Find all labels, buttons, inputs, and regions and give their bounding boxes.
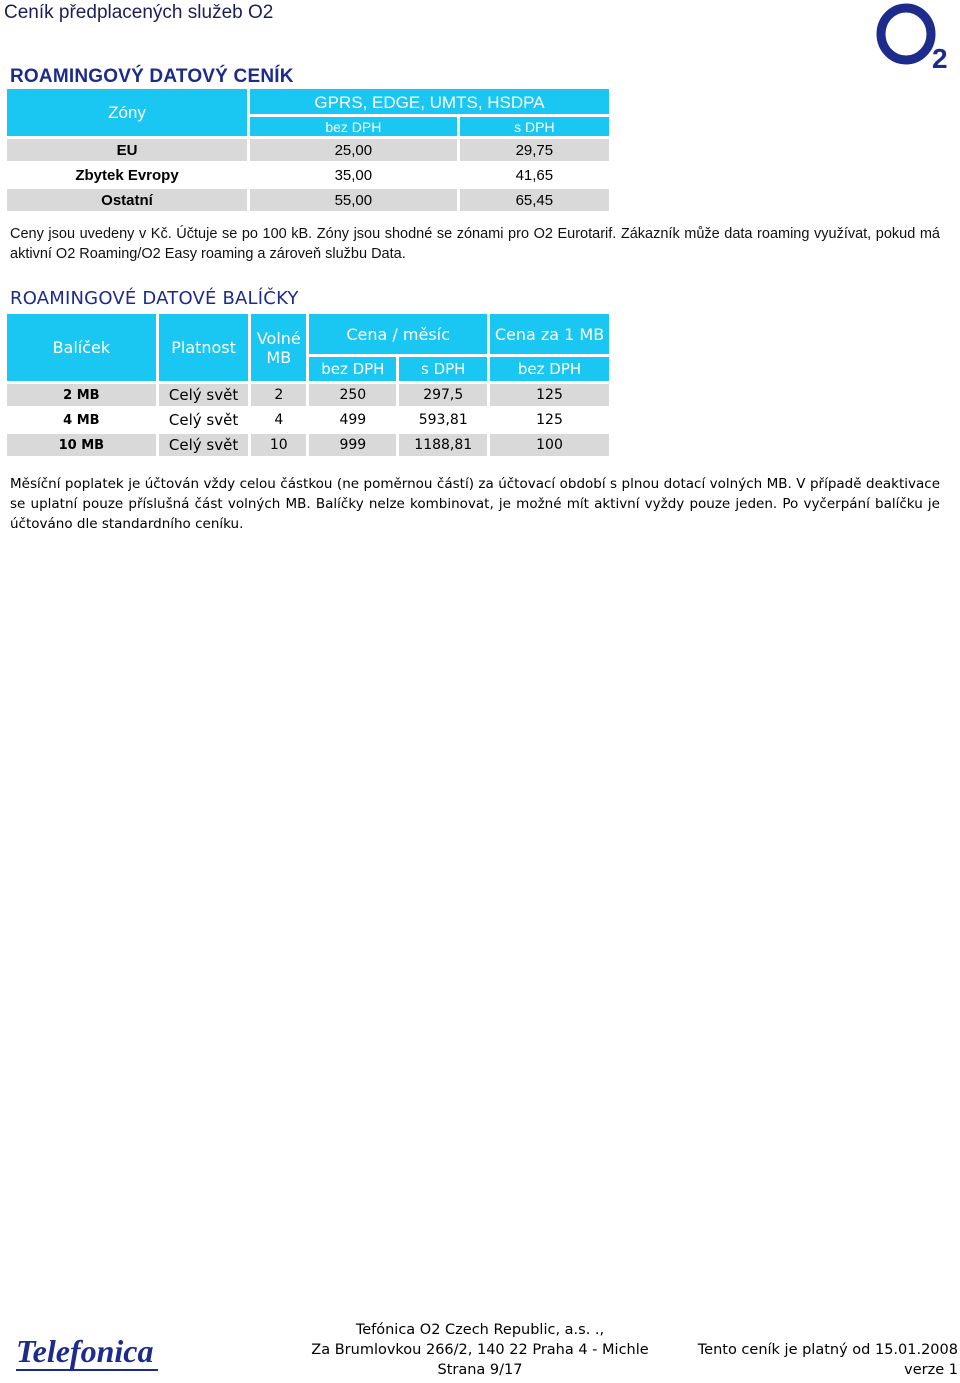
zone-label: EU — [7, 139, 247, 161]
sub-per-mb-without-vat: bez DPH — [490, 357, 609, 381]
package-price-without-vat: 999 — [309, 434, 396, 456]
price-without-vat: 35,00 — [334, 166, 373, 184]
table-row — [7, 409, 609, 431]
price-without-vat: 55,00 — [250, 189, 457, 211]
packages-table — [4, 311, 612, 459]
package-label: 2 MB — [7, 384, 156, 406]
footer-company: Tefónica O2 Czech Republic, a.s. ., — [355, 1322, 605, 1338]
package-free-mb: 10 — [251, 434, 306, 456]
footer-valid-from: Tento ceník je platný od 15.01.2008 — [697, 1342, 958, 1358]
packages-note: Měsíční poplatek je účtován vždy celou částkou (ne poměrnou částí) za účtovací období s plnou dotací volných MB. V případě deaktivace se uplatní pouze příslušná část volných MB. Balíčky nelze kombinovat, je možné mít aktivní vyždy pouze jeden. Po vyčerpání balíčku je účtováno dle standardního ceníku. — [10, 476, 940, 532]
package-price-without-vat: 250 — [309, 384, 396, 406]
svg-text:2: 2 — [932, 43, 948, 72]
package-validity: Celý svět — [159, 384, 249, 406]
page-title: Ceník předplacených služeb O2 — [4, 2, 274, 23]
table-row — [7, 434, 609, 456]
network-group-header: GPRS, EDGE, UMTS, HSDPA — [250, 89, 609, 114]
package-price-per-mb: 100 — [490, 434, 609, 456]
footer-page: Strana 9/17 — [437, 1362, 523, 1378]
col-with-vat: s DPH — [460, 117, 609, 136]
col-package: Balíček — [7, 314, 156, 381]
col-validity: Platnost — [159, 314, 249, 381]
package-label: 10 MB — [7, 434, 156, 456]
zone-label: Ostatní — [7, 189, 247, 211]
package-price-without-vat: 499 — [339, 412, 367, 428]
table-row — [7, 384, 609, 406]
package-free-mb: 4 — [274, 412, 284, 428]
price-with-vat: 41,65 — [515, 166, 554, 184]
roaming-note: Ceny jsou uvedeny v Kč. Účtuje se po 100 kB. Zóny jsou shodné se zónami pro O2 Eurotarif. Zákazník může data roaming využívat, pokud má aktivní O2 Roaming/O2 Easy roaming a zároveň službu Data. — [10, 226, 940, 262]
package-validity: Celý svět — [159, 434, 249, 456]
col-price-per-mb: Cena za 1 MB — [490, 314, 609, 354]
col-free-mb: Volné MB — [251, 314, 306, 381]
telefonica-logo-icon — [12, 1330, 160, 1374]
footer-version: verze 1 — [904, 1362, 958, 1378]
package-price-per-mb: 125 — [536, 412, 563, 428]
package-label: 4 MB — [63, 412, 100, 428]
package-price-with-vat: 297,5 — [399, 384, 487, 406]
col-without-vat: bez DPH — [250, 117, 457, 136]
packages-title: ROAMINGOVÉ DATOVÉ BALÍČKY — [10, 288, 299, 309]
footer-right — [698, 1340, 958, 1380]
price-with-vat: 65,45 — [460, 189, 609, 211]
price-without-vat: 25,00 — [250, 139, 457, 161]
table-row — [7, 139, 609, 161]
package-price-with-vat: 593,81 — [418, 412, 468, 428]
col-price-month: Cena / měsíc — [309, 314, 487, 354]
roaming-price-table — [4, 86, 612, 214]
package-free-mb: 2 — [251, 384, 306, 406]
package-validity: Celý svět — [168, 411, 239, 429]
roaming-price-title: ROAMINGOVÝ DATOVÝ CENÍK — [10, 66, 294, 87]
package-price-per-mb: 125 — [490, 384, 609, 406]
o2-logo-icon — [874, 2, 954, 72]
table-row — [7, 164, 609, 186]
logo-text: Telefonica — [16, 1333, 154, 1369]
sub-without-vat: bez DPH — [309, 357, 396, 381]
footer-center — [300, 1320, 660, 1380]
price-with-vat: 29,75 — [460, 139, 609, 161]
zones-header: Zóny — [7, 89, 247, 136]
sub-with-vat: s DPH — [399, 357, 487, 381]
zone-label: Zbytek Evropy — [75, 166, 179, 184]
footer-address: Za Brumlovkou 266/2, 140 22 Praha 4 - Michle — [311, 1342, 649, 1358]
package-price-with-vat: 1188,81 — [399, 434, 487, 456]
table-row — [7, 189, 609, 211]
